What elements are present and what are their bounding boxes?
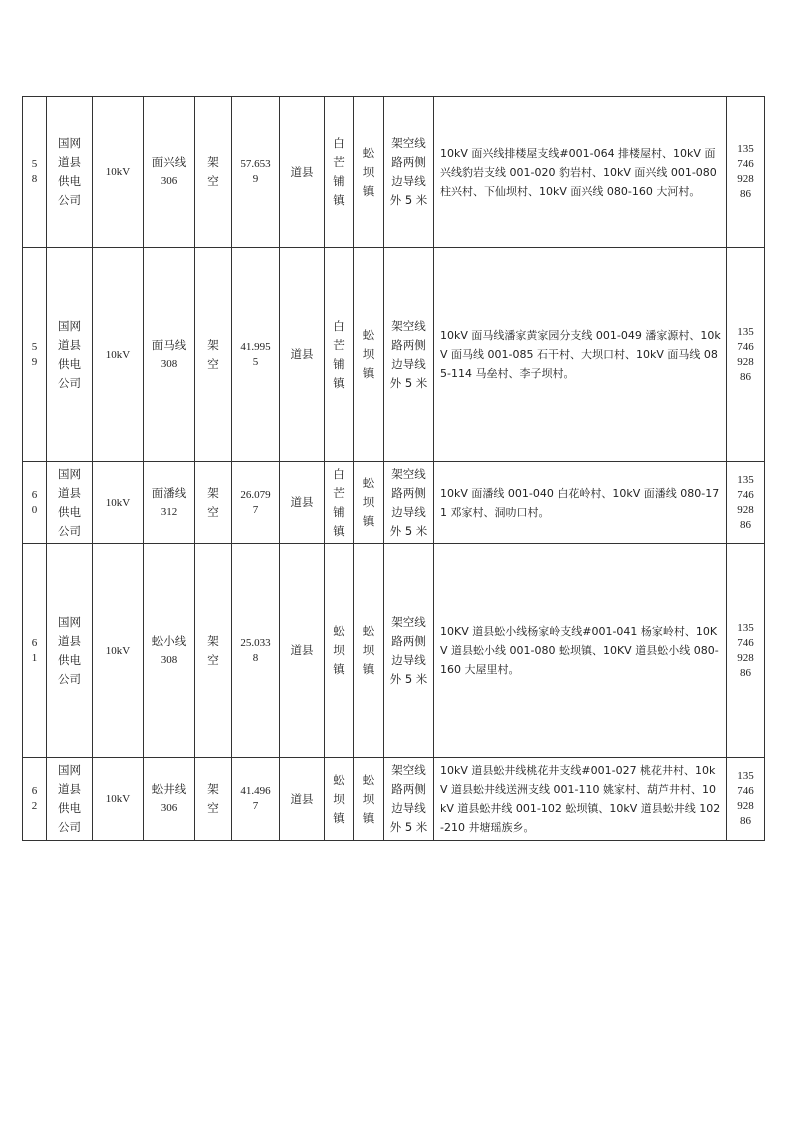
company-cell — [47, 462, 93, 544]
cell-line: 928 — [737, 800, 754, 812]
town-cell — [325, 248, 354, 462]
cell-line: 边导线 — [391, 652, 426, 667]
cell-line: 135 — [737, 143, 754, 155]
cell-line: 86 — [740, 518, 751, 531]
cell-line: 道县 — [58, 633, 81, 648]
phone-cell — [727, 248, 765, 462]
cell-line: 架空线 — [391, 763, 426, 777]
voltage-cell: 10kV — [93, 544, 144, 758]
cell-line: 坝 — [362, 643, 375, 657]
county-cell: 道县 — [280, 248, 325, 462]
voltage-cell: 10kV — [93, 758, 144, 841]
line-name: 蚣井线 — [151, 782, 187, 796]
company-cell — [47, 97, 93, 248]
cell-line: 746 — [737, 785, 754, 797]
cell-line: 供电 — [58, 801, 81, 815]
cell-line: 镇 — [333, 810, 345, 825]
cell-line: 135 — [737, 770, 754, 782]
table-row — [23, 248, 765, 462]
line-no: 312 — [160, 505, 178, 518]
length-cell — [232, 248, 280, 462]
length-cell — [232, 758, 280, 841]
line-name: 蚣小线 — [151, 633, 187, 648]
cell-line: 746 — [737, 340, 754, 353]
voltage-cell: 10kV — [93, 97, 144, 248]
line-no: 306 — [160, 175, 178, 187]
cell-line: 路两侧 — [391, 782, 426, 796]
cell-line: 9 — [31, 355, 38, 368]
cell-line: 蚣 — [362, 328, 375, 342]
cell-line: 蚣 — [333, 772, 345, 787]
description-cell: 10kV 面兴线排楼屋支线#001-064 排楼屋村、10kV 面兴线豹岩支线 001-020 豹岩村、10kV 面兴线 001-080 柱兴村、下仙坝村、10kV 面兴线 080-160 大河村。 — [434, 97, 727, 248]
cell-line: 镇 — [333, 523, 345, 538]
line-name: 面兴线 — [151, 155, 187, 169]
phone-cell — [727, 97, 765, 248]
line-name-cell — [144, 544, 195, 758]
cell-line: 镇 — [362, 514, 375, 528]
type-cell — [195, 248, 232, 462]
cell-line: 5 — [31, 340, 38, 353]
cell-line: 25.033 — [240, 636, 271, 649]
cell-line: 路两侧 — [391, 337, 426, 352]
cell-line: 135 — [737, 473, 754, 486]
cell-line: 57.653 — [240, 158, 271, 170]
cell-line: 蚣 — [362, 624, 375, 638]
phone-cell — [727, 758, 765, 841]
line-name: 面潘线 — [151, 485, 187, 500]
cell-line: 928 — [737, 173, 754, 185]
cell-line: 928 — [737, 651, 754, 664]
cell-line: 2 — [31, 800, 38, 812]
cell-line: 坝 — [333, 791, 345, 806]
line-name-cell — [144, 97, 195, 248]
type-cell — [195, 462, 232, 544]
description-cell: 10kV 道县蚣井线桃花井支线#001-027 桃花井村、10kV 道县蚣井线送洲支线 001-110 姚家村、葫芦井村、10kV 道县蚣井线 001-102 蚣坝镇、10kV 道县蚣井线 102-210 井塘瑶族乡。 — [434, 758, 727, 841]
cell-line: 86 — [740, 370, 751, 383]
cell-line: 6 — [31, 488, 38, 501]
company-cell — [47, 248, 93, 462]
town2-cell — [354, 97, 384, 248]
cell-line: 公司 — [58, 820, 81, 834]
cell-line: 746 — [737, 488, 754, 501]
cell-line: 路两侧 — [391, 485, 426, 500]
county-cell: 道县 — [280, 97, 325, 248]
cell-line: 供电 — [58, 652, 81, 667]
cell-line: 边导线 — [391, 504, 426, 519]
range-cell — [384, 544, 434, 758]
cell-line: 公司 — [58, 523, 81, 538]
town2-cell — [354, 544, 384, 758]
line-name-cell — [144, 462, 195, 544]
cell-line: 芒 — [333, 155, 345, 169]
cell-line: 6 — [31, 636, 38, 649]
cell-line: 公司 — [58, 375, 81, 390]
description-cell: 10KV 道县蚣小线杨家岭支线#001-041 杨家岭村、10KV 道县蚣小线 001-080 蚣坝镇、10KV 道县蚣小线 080-160 大屋里村。 — [434, 544, 727, 758]
cell-line: 公司 — [58, 671, 81, 686]
cell-line: 公司 — [58, 193, 81, 207]
county-cell: 道县 — [280, 758, 325, 841]
cell-line: 外 5 米 — [389, 193, 428, 207]
description-cell: 10kV 面潘线 001-040 白花岭村、10kV 面潘线 080-171 邓家村、洞叻口村。 — [434, 462, 727, 544]
cell-line: 镇 — [362, 183, 375, 198]
row-index — [23, 758, 47, 841]
town-cell — [325, 758, 354, 841]
cell-line: 道县 — [58, 155, 81, 169]
table-row — [23, 462, 765, 544]
cell-line: 镇 — [362, 810, 375, 825]
cell-line: 坝 — [362, 347, 375, 361]
cell-line: 1 — [31, 651, 38, 664]
cell-line: 镇 — [333, 662, 345, 676]
cell-line: 外 5 米 — [389, 375, 428, 390]
cell-line: 外 5 米 — [389, 523, 428, 538]
cell-line: 白 — [333, 466, 345, 481]
row-index — [23, 248, 47, 462]
row-index — [23, 544, 47, 758]
cell-line: 国网 — [58, 466, 81, 481]
county-cell: 道县 — [280, 544, 325, 758]
cell-line: 国网 — [58, 318, 81, 333]
cell-line: 架空线 — [391, 614, 426, 629]
line-no: 306 — [160, 802, 178, 814]
cell-line: 746 — [737, 158, 754, 170]
cell-line: 镇 — [333, 193, 345, 207]
cell-line: 芒 — [333, 485, 345, 500]
cell-line: 坝 — [362, 495, 375, 509]
row-index — [23, 97, 47, 248]
cell-line: 蚣 — [362, 145, 375, 160]
town2-cell — [354, 248, 384, 462]
line-no: 308 — [160, 653, 178, 666]
county-cell: 道县 — [280, 462, 325, 544]
cell-line: 道县 — [58, 337, 81, 352]
cell-line: 铺 — [333, 504, 345, 519]
cell-line: 镇 — [333, 375, 345, 390]
cell-line: 0 — [31, 503, 38, 516]
phone-cell — [727, 544, 765, 758]
town2-cell — [354, 758, 384, 841]
cell-line: 26.079 — [240, 488, 271, 501]
town-cell — [325, 97, 354, 248]
line-name: 面马线 — [151, 337, 187, 352]
cell-line: 蚣 — [333, 624, 345, 638]
cell-line: 白 — [333, 136, 345, 150]
length-cell — [232, 544, 280, 758]
cell-line: 6 — [31, 785, 38, 797]
table-row — [23, 97, 765, 248]
cell-line: 蚣 — [362, 772, 375, 787]
power-line-table — [22, 96, 765, 841]
cell-line: 道县 — [58, 782, 81, 796]
phone-cell — [727, 462, 765, 544]
cell-line: 蚣 — [362, 476, 375, 490]
cell-line: 边导线 — [391, 356, 426, 371]
cell-line: 镇 — [362, 662, 375, 676]
cell-line: 架 — [207, 337, 219, 352]
range-cell — [384, 248, 434, 462]
cell-line: 86 — [740, 188, 751, 200]
cell-line: 7 — [252, 800, 259, 812]
cell-line: 135 — [737, 325, 754, 338]
line-name-cell — [144, 758, 195, 841]
cell-line: 国网 — [58, 614, 81, 629]
town-cell — [325, 544, 354, 758]
cell-line: 架 — [207, 782, 219, 796]
cell-line: 镇 — [362, 366, 375, 380]
cell-line: 供电 — [58, 504, 81, 519]
cell-line: 86 — [740, 815, 751, 827]
company-cell — [47, 544, 93, 758]
cell-line: 135 — [737, 621, 754, 634]
cell-line: 铺 — [333, 356, 345, 371]
cell-line: 86 — [740, 666, 751, 679]
cell-line: 架 — [207, 485, 219, 500]
cell-line: 746 — [737, 636, 754, 649]
cell-line: 外 5 米 — [389, 671, 428, 686]
cell-line: 架空线 — [391, 466, 426, 481]
cell-line: 坝 — [362, 791, 375, 806]
table-row — [23, 758, 765, 841]
cell-line: 空 — [207, 174, 219, 188]
range-cell — [384, 97, 434, 248]
cell-line: 7 — [252, 503, 259, 516]
cell-line: 供电 — [58, 356, 81, 371]
cell-line: 8 — [252, 651, 259, 664]
cell-line: 5 — [31, 158, 38, 170]
company-cell — [47, 758, 93, 841]
cell-line: 芒 — [333, 337, 345, 352]
cell-line: 架 — [207, 155, 219, 169]
cell-line: 架 — [207, 633, 219, 648]
type-cell — [195, 97, 232, 248]
cell-line: 白 — [333, 318, 345, 333]
cell-line: 空 — [207, 504, 219, 519]
cell-line: 928 — [737, 503, 754, 516]
type-cell — [195, 544, 232, 758]
voltage-cell: 10kV — [93, 462, 144, 544]
cell-line: 41.995 — [240, 340, 271, 353]
range-cell — [384, 758, 434, 841]
length-cell — [232, 97, 280, 248]
cell-line: 坝 — [362, 164, 375, 179]
cell-line: 道县 — [58, 485, 81, 500]
cell-line: 供电 — [58, 174, 81, 188]
cell-line: 9 — [252, 173, 259, 185]
town2-cell — [354, 462, 384, 544]
cell-line: 外 5 米 — [389, 820, 428, 834]
cell-line: 8 — [31, 173, 38, 185]
cell-line: 铺 — [333, 174, 345, 188]
cell-line: 928 — [737, 355, 754, 368]
cell-line: 国网 — [58, 763, 81, 777]
table-row — [23, 544, 765, 758]
cell-line: 空 — [207, 356, 219, 371]
cell-line: 5 — [252, 355, 259, 368]
line-name-cell — [144, 248, 195, 462]
table-body — [23, 97, 765, 841]
town-cell — [325, 462, 354, 544]
cell-line: 41.496 — [240, 785, 271, 797]
line-no: 308 — [160, 357, 178, 370]
cell-line: 空 — [207, 801, 219, 815]
type-cell — [195, 758, 232, 841]
cell-line: 架空线 — [391, 318, 426, 333]
cell-line: 路两侧 — [391, 633, 426, 648]
cell-line: 边导线 — [391, 174, 426, 188]
cell-line: 架空线 — [391, 136, 426, 150]
cell-line: 坝 — [333, 643, 345, 657]
range-cell — [384, 462, 434, 544]
cell-line: 边导线 — [391, 801, 426, 815]
voltage-cell: 10kV — [93, 248, 144, 462]
cell-line: 空 — [207, 652, 219, 667]
length-cell — [232, 462, 280, 544]
row-index — [23, 462, 47, 544]
description-cell: 10kV 面马线潘家黄家园分支线 001-049 潘家源村、10kV 面马线 001-085 石干村、大坝口村、10kV 面马线 085-114 马垒村、李子坝村。 — [434, 248, 727, 462]
cell-line: 国网 — [58, 136, 81, 150]
cell-line: 路两侧 — [391, 155, 426, 169]
